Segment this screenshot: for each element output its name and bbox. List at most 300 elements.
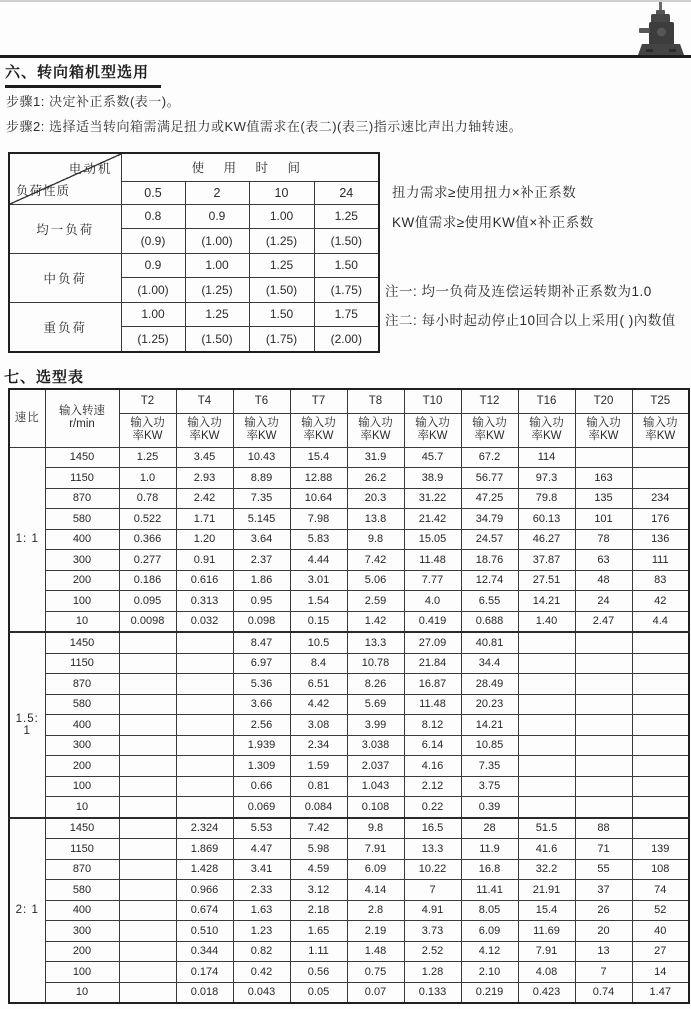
input-speed-cell: 10 <box>45 797 119 818</box>
power-value-cell: 3.12 <box>290 880 347 901</box>
power-value-cell: 135 <box>575 488 632 509</box>
input-power-subheader <box>575 413 632 447</box>
power-value-cell <box>575 632 632 653</box>
table-row <box>9 756 689 777</box>
power-value-cell: 0.510 <box>176 921 233 942</box>
power-value-cell <box>632 674 689 695</box>
model-header: T2 <box>119 389 176 413</box>
power-value-cell: 3.99 <box>347 715 404 736</box>
power-value-cell: 11.48 <box>404 550 461 571</box>
power-value-cell <box>119 694 176 715</box>
power-value-cell: 1.47 <box>632 982 689 1003</box>
power-value-cell: 0.82 <box>233 941 290 962</box>
power-value-cell: 15.4 <box>290 447 347 468</box>
power-value-cell: 1.42 <box>347 611 404 632</box>
subheader-line1: 输入功 <box>358 417 393 429</box>
power-value-cell: 2.12 <box>404 776 461 797</box>
power-value-cell: 1.65 <box>290 921 347 942</box>
power-value-cell <box>119 756 176 777</box>
input-speed-cell: 1150 <box>45 839 119 860</box>
input-speed-cell: 300 <box>45 550 119 571</box>
power-value-cell: 0.419 <box>404 611 461 632</box>
table-row <box>9 529 689 550</box>
power-value-cell <box>119 674 176 695</box>
input-speed-cell: 100 <box>45 962 119 983</box>
input-power-subheader <box>461 413 518 447</box>
power-value-cell: 1.11 <box>290 941 347 962</box>
table-row <box>9 818 689 839</box>
power-value-cell: 13.8 <box>347 509 404 530</box>
input-power-subheader <box>290 413 347 447</box>
note-1: 注一: 均一负荷及连偿运转期补正系数为1.0 <box>385 284 652 299</box>
power-value-cell <box>119 880 176 901</box>
factor-cell: 0.9 <box>121 253 185 278</box>
subheader-line2: 率KW <box>645 430 676 442</box>
load-type-label: 中负荷 <box>9 253 121 302</box>
input-speed-cell: 300 <box>45 921 119 942</box>
factor-paren-cell: (1.75) <box>249 327 314 352</box>
power-value-cell: 78 <box>575 529 632 550</box>
power-value-cell <box>176 756 233 777</box>
power-value-cell <box>518 715 575 736</box>
power-value-cell <box>632 776 689 797</box>
power-value-cell: 2.324 <box>176 818 233 839</box>
power-value-cell: 14.21 <box>518 591 575 612</box>
power-value-cell: 10.5 <box>290 632 347 653</box>
power-value-cell: 0.674 <box>176 900 233 921</box>
subheader-line2: 率KW <box>588 430 619 442</box>
subheader-line1: 输入功 <box>301 417 336 429</box>
model-header: T10 <box>404 389 461 413</box>
power-value-cell: 0.688 <box>461 611 518 632</box>
power-value-cell: 3.64 <box>233 529 290 550</box>
power-value-cell: 163 <box>575 468 632 489</box>
power-value-cell: 28 <box>461 818 518 839</box>
power-value-cell: 0.966 <box>176 880 233 901</box>
power-value-cell: 0.39 <box>461 797 518 818</box>
power-value-cell: 15.4 <box>518 900 575 921</box>
input-power-subheader <box>347 413 404 447</box>
power-value-cell: 67.2 <box>461 447 518 468</box>
factor-paren-cell: (1.25) <box>185 278 249 303</box>
power-value-cell: 5.69 <box>347 694 404 715</box>
input-speed-cell: 580 <box>45 880 119 901</box>
power-value-cell: 0.56 <box>290 962 347 983</box>
power-value-cell <box>176 632 233 653</box>
power-value-cell: 60.13 <box>518 509 575 530</box>
power-value-cell: 32.2 <box>518 859 575 880</box>
power-value-cell: 0.032 <box>176 611 233 632</box>
factor-cell: 1.00 <box>185 253 249 278</box>
power-value-cell: 51.5 <box>518 818 575 839</box>
power-value-cell: 7 <box>404 880 461 901</box>
power-value-cell: 8.05 <box>461 900 518 921</box>
power-value-cell: 0.084 <box>290 797 347 818</box>
input-speed-cell: 10 <box>45 982 119 1003</box>
input-speed-cell: 300 <box>45 735 119 756</box>
subheader-line1: 输入功 <box>244 417 279 429</box>
power-value-cell <box>176 715 233 736</box>
table-row <box>9 776 689 797</box>
power-value-cell: 2.42 <box>176 488 233 509</box>
power-value-cell <box>518 674 575 695</box>
table-row <box>9 880 689 901</box>
power-value-cell: 0.069 <box>233 797 290 818</box>
power-value-cell: 31.22 <box>404 488 461 509</box>
power-value-cell <box>119 839 176 860</box>
power-value-cell <box>119 962 176 983</box>
subheader-line1: 输入功 <box>130 417 165 429</box>
power-value-cell: 21.42 <box>404 509 461 530</box>
table-row <box>9 715 689 736</box>
power-value-cell: 8.89 <box>233 468 290 489</box>
power-value-cell: 28.49 <box>461 674 518 695</box>
power-value-cell: 6.09 <box>347 859 404 880</box>
power-value-cell: 63 <box>575 550 632 571</box>
power-value-cell: 0.219 <box>461 982 518 1003</box>
power-value-cell <box>176 694 233 715</box>
input-power-subheader <box>518 413 575 447</box>
motor-label: 电动机 <box>68 162 113 176</box>
power-value-cell: 0.344 <box>176 941 233 962</box>
input-speed-cell: 1450 <box>45 632 119 653</box>
subheader-line1: 输入功 <box>586 417 621 429</box>
power-value-cell: 6.55 <box>461 591 518 612</box>
power-value-cell: 3.038 <box>347 735 404 756</box>
power-value-cell: 20.3 <box>347 488 404 509</box>
subheader-line2: 率KW <box>474 430 505 442</box>
power-value-cell: 31.9 <box>347 447 404 468</box>
power-value-cell: 7.35 <box>233 488 290 509</box>
input-speed-cell: 200 <box>45 570 119 591</box>
power-value-cell: 52 <box>632 900 689 921</box>
factor-cell: 1.00 <box>249 204 314 229</box>
power-value-cell: 3.73 <box>404 921 461 942</box>
table-row <box>9 941 689 962</box>
power-value-cell: 6.51 <box>290 674 347 695</box>
power-value-cell <box>575 735 632 756</box>
speed-header-line1: 输入转速 <box>59 405 105 418</box>
power-value-cell: 4.59 <box>290 859 347 880</box>
selection-table-header <box>9 389 689 447</box>
power-value-cell <box>119 632 176 653</box>
power-value-cell: 0.133 <box>404 982 461 1003</box>
table-row <box>9 694 689 715</box>
power-value-cell: 2.52 <box>404 941 461 962</box>
power-value-cell: 24.57 <box>461 529 518 550</box>
power-value-cell: 37 <box>575 880 632 901</box>
load-type-label: 均一负荷 <box>9 204 121 253</box>
power-value-cell: 8.12 <box>404 715 461 736</box>
input-speed-cell: 400 <box>45 715 119 736</box>
power-value-cell: 40.81 <box>461 632 518 653</box>
ratio-column-header: 速比 <box>9 389 45 447</box>
selection-table-body <box>9 447 689 1003</box>
power-value-cell <box>575 447 632 468</box>
power-value-cell: 2.037 <box>347 756 404 777</box>
table-row <box>9 962 689 983</box>
power-value-cell: 41.6 <box>518 839 575 860</box>
power-value-cell <box>518 694 575 715</box>
power-value-cell: 83 <box>632 570 689 591</box>
power-value-cell: 9.8 <box>347 818 404 839</box>
power-value-cell: 34.4 <box>461 653 518 674</box>
power-value-cell: 0.018 <box>176 982 233 1003</box>
power-value-cell <box>632 756 689 777</box>
power-value-cell <box>119 900 176 921</box>
table-row <box>9 653 689 674</box>
power-value-cell: 16.5 <box>404 818 461 839</box>
power-value-cell: 0.91 <box>176 550 233 571</box>
power-value-cell: 1.0 <box>119 468 176 489</box>
power-value-cell: 114 <box>518 447 575 468</box>
power-value-cell <box>632 735 689 756</box>
input-speed-cell: 1450 <box>45 818 119 839</box>
power-value-cell: 10.78 <box>347 653 404 674</box>
power-value-cell: 4.91 <box>404 900 461 921</box>
step2-text: 步骤2: 选择适当转向箱需满足扭力或KW值需求在(表二)(表三)指示速比声出力轴转速。 <box>6 119 523 134</box>
input-power-subheader <box>632 413 689 447</box>
power-value-cell: 5.83 <box>290 529 347 550</box>
input-speed-cell: 100 <box>45 591 119 612</box>
power-value-cell: 2.33 <box>233 880 290 901</box>
factor-paren-cell: (1.25) <box>249 229 314 254</box>
power-value-cell: 38.9 <box>404 468 461 489</box>
factor-paren-cell: (1.50) <box>314 229 379 254</box>
power-value-cell: 6.14 <box>404 735 461 756</box>
subheader-line2: 率KW <box>132 430 163 442</box>
power-value-cell: 26.2 <box>347 468 404 489</box>
power-value-cell: 0.15 <box>290 611 347 632</box>
power-value-cell: 0.186 <box>119 570 176 591</box>
power-value-cell: 0.05 <box>290 982 347 1003</box>
table-row <box>9 839 689 860</box>
time-column-header: 10 <box>249 181 314 204</box>
power-value-cell: 14 <box>632 962 689 983</box>
input-power-subheader <box>404 413 461 447</box>
power-value-cell: 0.0098 <box>119 611 176 632</box>
correction-table-header <box>9 153 379 204</box>
power-value-cell: 7.98 <box>290 509 347 530</box>
power-value-cell: 7.77 <box>404 570 461 591</box>
subheader-line2: 率KW <box>417 430 448 442</box>
section-top-rule <box>0 55 691 58</box>
load-nature-label: 负荷性质 <box>16 183 71 198</box>
power-value-cell: 13.3 <box>347 632 404 653</box>
power-value-cell: 2.47 <box>575 611 632 632</box>
power-value-cell <box>176 735 233 756</box>
table-row <box>9 550 689 571</box>
section6-title: 六、转向箱机型选用 <box>5 61 161 88</box>
power-value-cell <box>119 776 176 797</box>
table-row <box>9 591 689 612</box>
power-value-cell <box>176 653 233 674</box>
model-header: T6 <box>233 389 290 413</box>
power-value-cell <box>119 859 176 880</box>
power-value-cell: 27.51 <box>518 570 575 591</box>
power-value-cell <box>518 776 575 797</box>
power-value-cell <box>176 797 233 818</box>
subheader-line1: 输入功 <box>187 417 222 429</box>
power-value-cell <box>518 735 575 756</box>
power-value-cell <box>632 797 689 818</box>
factor-cell: 1.50 <box>249 302 314 327</box>
power-value-cell: 16.87 <box>404 674 461 695</box>
kw-requirement-formula: KW值需求≥使用KW值×补正系数 <box>392 215 594 230</box>
power-value-cell: 0.74 <box>575 982 632 1003</box>
model-header: T8 <box>347 389 404 413</box>
model-header: T16 <box>518 389 575 413</box>
power-value-cell: 10.85 <box>461 735 518 756</box>
factor-paren-cell: (1.00) <box>185 229 249 254</box>
power-value-cell <box>119 653 176 674</box>
power-value-cell <box>575 653 632 674</box>
power-value-cell: 1.939 <box>233 735 290 756</box>
table-row <box>9 921 689 942</box>
factor-paren-cell: (1.75) <box>314 278 379 303</box>
table-row <box>9 570 689 591</box>
time-column-header: 24 <box>314 181 379 204</box>
power-value-cell: 7.42 <box>290 818 347 839</box>
power-value-cell: 10.64 <box>290 488 347 509</box>
power-value-cell <box>119 921 176 942</box>
power-value-cell: 0.522 <box>119 509 176 530</box>
speed-header-line2: r/min <box>69 418 95 431</box>
power-value-cell: 45.7 <box>404 447 461 468</box>
input-speed-cell: 870 <box>45 859 119 880</box>
power-value-cell <box>632 818 689 839</box>
table-row <box>9 153 379 181</box>
power-value-cell: 20 <box>575 921 632 942</box>
power-value-cell: 34.79 <box>461 509 518 530</box>
table-row <box>9 611 689 632</box>
model-header: T20 <box>575 389 632 413</box>
power-value-cell: 2.8 <box>347 900 404 921</box>
power-value-cell: 2.10 <box>461 962 518 983</box>
power-value-cell <box>518 756 575 777</box>
power-value-cell: 1.40 <box>518 611 575 632</box>
power-value-cell: 3.45 <box>176 447 233 468</box>
power-value-cell: 15.05 <box>404 529 461 550</box>
input-speed-cell: 400 <box>45 900 119 921</box>
power-value-cell: 7.42 <box>347 550 404 571</box>
power-value-cell: 4.14 <box>347 880 404 901</box>
power-value-cell: 4.12 <box>461 941 518 962</box>
power-value-cell: 5.53 <box>233 818 290 839</box>
input-speed-cell: 580 <box>45 694 119 715</box>
note-2: 注二: 每小时起动停止10回合以上采用( )內数值 <box>385 313 676 328</box>
power-value-cell: 0.174 <box>176 962 233 983</box>
input-speed-cell: 400 <box>45 529 119 550</box>
page-top-divider <box>0 0 691 2</box>
input-speed-cell: 580 <box>45 509 119 530</box>
table-row <box>9 302 379 327</box>
power-value-cell: 0.75 <box>347 962 404 983</box>
table-row <box>9 632 689 653</box>
power-value-cell: 139 <box>632 839 689 860</box>
power-value-cell: 6.09 <box>461 921 518 942</box>
power-value-cell: 136 <box>632 529 689 550</box>
power-value-cell: 12.88 <box>290 468 347 489</box>
power-value-cell: 1.20 <box>176 529 233 550</box>
power-value-cell: 3.66 <box>233 694 290 715</box>
power-value-cell: 24 <box>575 591 632 612</box>
factor-paren-cell: (1.00) <box>121 278 185 303</box>
power-value-cell: 4.4 <box>632 611 689 632</box>
torque-requirement-formula: 扭力需求≥使用扭力×补正系数 <box>392 185 577 200</box>
power-value-cell: 1.86 <box>233 570 290 591</box>
subheader-line1: 输入功 <box>415 417 450 429</box>
power-value-cell: 2.19 <box>347 921 404 942</box>
subheader-line1: 输入功 <box>643 417 678 429</box>
section7-title: 七、选型表 <box>4 369 85 386</box>
power-value-cell: 37.87 <box>518 550 575 571</box>
power-value-cell: 5.06 <box>347 570 404 591</box>
power-value-cell: 3.08 <box>290 715 347 736</box>
input-speed-cell: 100 <box>45 776 119 797</box>
step1-text: 步骤1: 决定补正系数(表一)。 <box>6 94 181 109</box>
correction-table-body <box>9 204 379 352</box>
input-speed-cell: 870 <box>45 674 119 695</box>
power-value-cell: 13 <box>575 941 632 962</box>
usage-time-header: 使 用 时 间 <box>121 153 379 181</box>
power-value-cell: 21.91 <box>518 880 575 901</box>
power-value-cell: 111 <box>632 550 689 571</box>
power-value-cell: 27 <box>632 941 689 962</box>
power-value-cell: 11.9 <box>461 839 518 860</box>
factor-cell: 0.8 <box>121 204 185 229</box>
subheader-line2: 率KW <box>246 430 277 442</box>
table-row <box>9 900 689 921</box>
factor-paren-cell: (2.00) <box>314 327 379 352</box>
notes-block <box>385 280 691 338</box>
power-value-cell: 7.91 <box>518 941 575 962</box>
power-value-cell: 1.309 <box>233 756 290 777</box>
power-value-cell: 88 <box>575 818 632 839</box>
diagonal-corner-cell <box>9 153 121 204</box>
power-value-cell <box>119 982 176 1003</box>
power-value-cell: 4.47 <box>233 839 290 860</box>
input-speed-cell: 870 <box>45 488 119 509</box>
power-value-cell <box>176 674 233 695</box>
power-value-cell: 234 <box>632 488 689 509</box>
power-value-cell: 2.18 <box>290 900 347 921</box>
power-value-cell: 0.95 <box>233 591 290 612</box>
power-value-cell: 3.75 <box>461 776 518 797</box>
input-power-subheader <box>233 413 290 447</box>
factor-paren-cell: (0.9) <box>121 229 185 254</box>
power-value-cell: 0.66 <box>233 776 290 797</box>
power-value-cell <box>518 797 575 818</box>
power-value-cell: 1.28 <box>404 962 461 983</box>
power-value-cell <box>575 797 632 818</box>
power-value-cell <box>119 941 176 962</box>
power-value-cell: 0.366 <box>119 529 176 550</box>
power-value-cell: 8.4 <box>290 653 347 674</box>
power-value-cell <box>518 653 575 674</box>
power-value-cell <box>119 797 176 818</box>
factor-cell: 1.50 <box>314 253 379 278</box>
model-header: T12 <box>461 389 518 413</box>
model-header: T25 <box>632 389 689 413</box>
power-value-cell: 4.08 <box>518 962 575 983</box>
correction-factor-table <box>8 152 380 353</box>
power-value-cell: 108 <box>632 859 689 880</box>
model-header-row <box>9 389 689 413</box>
power-value-cell: 26 <box>575 900 632 921</box>
gearbox-product-image <box>637 2 685 58</box>
power-value-cell: 42 <box>632 591 689 612</box>
